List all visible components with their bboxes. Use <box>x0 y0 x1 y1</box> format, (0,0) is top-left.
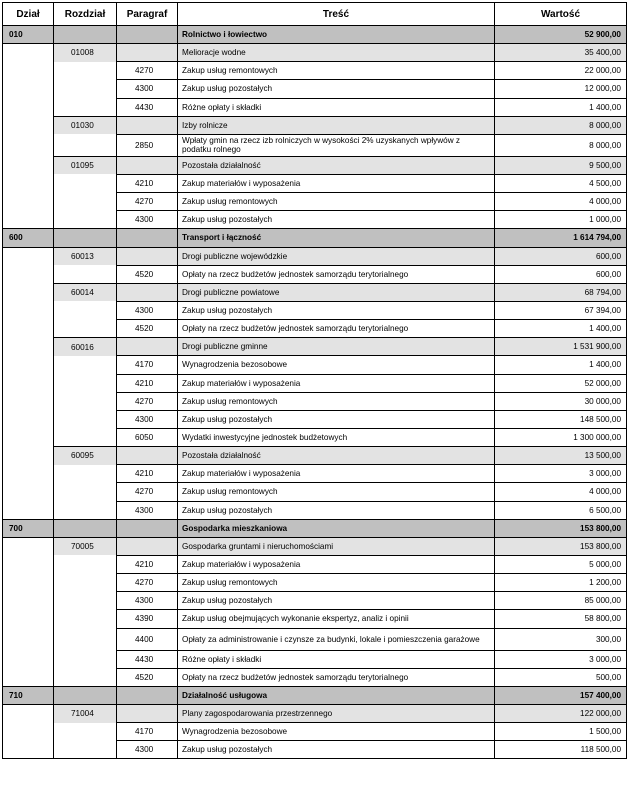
cell-tresc: Zakup usług remontowych <box>178 193 495 211</box>
header-rozdzial: Rozdział <box>54 3 117 26</box>
cell-dzial <box>3 374 54 392</box>
cell-wartosc: 13 500,00 <box>495 447 627 465</box>
cell-rozdzial: 01095 <box>54 156 117 174</box>
cell-dzial <box>3 537 54 555</box>
cell-paragraf: 4300 <box>117 592 178 610</box>
cell-wartosc: 22 000,00 <box>495 62 627 80</box>
cell-dzial <box>3 156 54 174</box>
cell-rozdzial <box>54 686 117 704</box>
cell-rozdzial <box>54 356 117 374</box>
paragraf-row <box>3 62 627 80</box>
paragraf-row <box>3 211 627 229</box>
cell-tresc: Zakup usług pozostałych <box>178 410 495 428</box>
cell-rozdzial <box>54 80 117 98</box>
cell-wartosc: 122 000,00 <box>495 704 627 722</box>
paragraf-row <box>3 265 627 283</box>
cell-dzial <box>3 650 54 668</box>
cell-wartosc: 35 400,00 <box>495 44 627 62</box>
cell-dzial <box>3 465 54 483</box>
cell-dzial <box>3 610 54 628</box>
rozdzial-row <box>3 447 627 465</box>
cell-tresc: Rolnictwo i łowiectwo <box>178 26 495 44</box>
cell-wartosc: 1 614 794,00 <box>495 229 627 247</box>
paragraf-row <box>3 410 627 428</box>
cell-wartosc: 68 794,00 <box>495 283 627 301</box>
cell-rozdzial <box>54 26 117 44</box>
cell-dzial <box>3 44 54 62</box>
cell-wartosc: 85 000,00 <box>495 592 627 610</box>
cell-dzial: 710 <box>3 686 54 704</box>
cell-paragraf: 4520 <box>117 320 178 338</box>
cell-rozdzial: 60016 <box>54 338 117 356</box>
cell-tresc: Zakup usług remontowych <box>178 574 495 592</box>
cell-wartosc: 9 500,00 <box>495 156 627 174</box>
cell-tresc: Zakup materiałów i wyposażenia <box>178 465 495 483</box>
paragraf-row <box>3 356 627 374</box>
paragraf-row <box>3 555 627 573</box>
cell-paragraf: 4170 <box>117 356 178 374</box>
table-body <box>3 26 627 759</box>
cell-wartosc: 4 000,00 <box>495 483 627 501</box>
paragraf-row <box>3 741 627 759</box>
cell-rozdzial <box>54 301 117 319</box>
cell-rozdzial <box>54 62 117 80</box>
cell-rozdzial <box>54 134 117 156</box>
cell-wartosc: 30 000,00 <box>495 392 627 410</box>
cell-tresc: Zakup usług pozostałych <box>178 741 495 759</box>
cell-dzial <box>3 320 54 338</box>
paragraf-row <box>3 320 627 338</box>
cell-paragraf: 4400 <box>117 628 178 650</box>
cell-wartosc: 148 500,00 <box>495 410 627 428</box>
cell-tresc: Zakup materiałów i wyposażenia <box>178 174 495 192</box>
cell-rozdzial <box>54 723 117 741</box>
cell-wartosc: 300,00 <box>495 628 627 650</box>
cell-tresc: Drogi publiczne powiatowe <box>178 283 495 301</box>
cell-tresc: Zakup materiałów i wyposażenia <box>178 555 495 573</box>
cell-paragraf: 4210 <box>117 555 178 573</box>
cell-paragraf <box>117 116 178 134</box>
cell-tresc: Gospodarka gruntami i nieruchomościami <box>178 537 495 555</box>
paragraf-row <box>3 650 627 668</box>
cell-dzial <box>3 501 54 519</box>
cell-paragraf: 4520 <box>117 668 178 686</box>
cell-wartosc: 1 400,00 <box>495 320 627 338</box>
cell-tresc: Zakup usług remontowych <box>178 62 495 80</box>
cell-paragraf <box>117 26 178 44</box>
cell-wartosc: 1 200,00 <box>495 574 627 592</box>
cell-wartosc: 1 000,00 <box>495 211 627 229</box>
cell-tresc: Różne opłaty i składki <box>178 650 495 668</box>
cell-tresc: Zakup usług remontowych <box>178 392 495 410</box>
rozdzial-row <box>3 283 627 301</box>
cell-paragraf: 6050 <box>117 428 178 446</box>
cell-tresc: Zakup usług pozostałych <box>178 592 495 610</box>
cell-wartosc: 118 500,00 <box>495 741 627 759</box>
rozdzial-row <box>3 156 627 174</box>
cell-paragraf: 4300 <box>117 410 178 428</box>
cell-paragraf: 4270 <box>117 193 178 211</box>
cell-dzial <box>3 592 54 610</box>
cell-tresc: Gospodarka mieszkaniowa <box>178 519 495 537</box>
cell-paragraf: 4270 <box>117 392 178 410</box>
paragraf-row <box>3 483 627 501</box>
cell-rozdzial <box>54 465 117 483</box>
cell-rozdzial <box>54 428 117 446</box>
cell-paragraf: 4300 <box>117 211 178 229</box>
cell-rozdzial: 60014 <box>54 283 117 301</box>
paragraf-row <box>3 610 627 628</box>
cell-dzial: 600 <box>3 229 54 247</box>
dzial-row <box>3 229 627 247</box>
cell-tresc: Zakup materiałów i wyposażenia <box>178 374 495 392</box>
cell-dzial <box>3 134 54 156</box>
cell-tresc: Melioracje wodne <box>178 44 495 62</box>
cell-paragraf: 2850 <box>117 134 178 156</box>
paragraf-row <box>3 428 627 446</box>
cell-rozdzial <box>54 410 117 428</box>
cell-rozdzial <box>54 628 117 650</box>
dzial-row <box>3 519 627 537</box>
cell-paragraf <box>117 519 178 537</box>
cell-tresc: Opłaty na rzecz budżetów jednostek samorządu terytorialnego <box>178 320 495 338</box>
cell-dzial <box>3 338 54 356</box>
cell-rozdzial <box>54 320 117 338</box>
cell-wartosc: 153 800,00 <box>495 537 627 555</box>
cell-wartosc: 5 000,00 <box>495 555 627 573</box>
cell-wartosc: 600,00 <box>495 247 627 265</box>
cell-paragraf: 4270 <box>117 483 178 501</box>
cell-dzial <box>3 668 54 686</box>
cell-dzial <box>3 62 54 80</box>
cell-tresc: Plany zagospodarowania przestrzennego <box>178 704 495 722</box>
cell-rozdzial <box>54 374 117 392</box>
cell-rozdzial <box>54 265 117 283</box>
cell-paragraf: 4300 <box>117 80 178 98</box>
cell-rozdzial <box>54 98 117 116</box>
paragraf-row <box>3 592 627 610</box>
paragraf-row <box>3 392 627 410</box>
cell-tresc: Wynagrodzenia bezosobowe <box>178 723 495 741</box>
cell-wartosc: 600,00 <box>495 265 627 283</box>
cell-rozdzial <box>54 555 117 573</box>
cell-tresc: Drogi publiczne wojewódzkie <box>178 247 495 265</box>
cell-wartosc: 67 394,00 <box>495 301 627 319</box>
cell-paragraf: 4390 <box>117 610 178 628</box>
cell-paragraf: 4210 <box>117 374 178 392</box>
cell-tresc: Zakup usług pozostałych <box>178 80 495 98</box>
cell-dzial <box>3 211 54 229</box>
cell-paragraf: 4300 <box>117 741 178 759</box>
cell-paragraf: 4270 <box>117 62 178 80</box>
cell-paragraf <box>117 447 178 465</box>
cell-rozdzial <box>54 501 117 519</box>
cell-wartosc: 3 000,00 <box>495 650 627 668</box>
cell-wartosc: 4 500,00 <box>495 174 627 192</box>
cell-paragraf: 4300 <box>117 301 178 319</box>
cell-rozdzial <box>54 668 117 686</box>
cell-wartosc: 500,00 <box>495 668 627 686</box>
cell-rozdzial <box>54 483 117 501</box>
cell-rozdzial: 01030 <box>54 116 117 134</box>
cell-rozdzial: 71004 <box>54 704 117 722</box>
cell-wartosc: 4 000,00 <box>495 193 627 211</box>
paragraf-row <box>3 134 627 156</box>
cell-tresc: Zakup usług pozostałych <box>178 501 495 519</box>
cell-wartosc: 58 800,00 <box>495 610 627 628</box>
cell-tresc: Działalność usługowa <box>178 686 495 704</box>
cell-rozdzial <box>54 650 117 668</box>
cell-dzial <box>3 574 54 592</box>
header-wartosc: Wartość <box>495 3 627 26</box>
cell-wartosc: 8 000,00 <box>495 116 627 134</box>
cell-paragraf <box>117 537 178 555</box>
paragraf-row <box>3 174 627 192</box>
cell-rozdzial <box>54 392 117 410</box>
rozdzial-row <box>3 247 627 265</box>
cell-wartosc: 157 400,00 <box>495 686 627 704</box>
cell-rozdzial: 60013 <box>54 247 117 265</box>
paragraf-row <box>3 465 627 483</box>
cell-dzial <box>3 392 54 410</box>
cell-dzial <box>3 628 54 650</box>
cell-paragraf: 4520 <box>117 265 178 283</box>
cell-rozdzial <box>54 741 117 759</box>
cell-wartosc: 1 531 900,00 <box>495 338 627 356</box>
cell-dzial: 700 <box>3 519 54 537</box>
cell-dzial <box>3 555 54 573</box>
cell-paragraf: 4300 <box>117 501 178 519</box>
paragraf-row <box>3 98 627 116</box>
cell-rozdzial <box>54 229 117 247</box>
cell-tresc: Pozostała działalność <box>178 447 495 465</box>
cell-tresc: Opłaty na rzecz budżetów jednostek samorządu terytorialnego <box>178 668 495 686</box>
cell-rozdzial <box>54 592 117 610</box>
cell-tresc: Zakup usług pozostałych <box>178 301 495 319</box>
paragraf-row <box>3 374 627 392</box>
cell-dzial <box>3 741 54 759</box>
cell-dzial <box>3 356 54 374</box>
cell-wartosc: 8 000,00 <box>495 134 627 156</box>
cell-paragraf <box>117 338 178 356</box>
cell-tresc: Pozostała działalność <box>178 156 495 174</box>
cell-tresc: Transport i łączność <box>178 229 495 247</box>
rozdzial-row <box>3 44 627 62</box>
cell-dzial <box>3 193 54 211</box>
cell-dzial <box>3 704 54 722</box>
paragraf-row <box>3 628 627 650</box>
cell-wartosc: 52 900,00 <box>495 26 627 44</box>
cell-rozdzial <box>54 174 117 192</box>
cell-tresc: Wynagrodzenia bezosobowe <box>178 356 495 374</box>
cell-paragraf <box>117 247 178 265</box>
cell-paragraf <box>117 44 178 62</box>
cell-dzial <box>3 428 54 446</box>
cell-rozdzial <box>54 519 117 537</box>
cell-wartosc: 1 500,00 <box>495 723 627 741</box>
cell-wartosc: 6 500,00 <box>495 501 627 519</box>
cell-tresc: Zakup usług remontowych <box>178 483 495 501</box>
cell-wartosc: 1 400,00 <box>495 98 627 116</box>
cell-wartosc: 1 400,00 <box>495 356 627 374</box>
cell-tresc: Opłaty za administrowanie i czynsze za budynki, lokale i pomieszczenia garażowe <box>178 628 495 650</box>
cell-paragraf: 4270 <box>117 574 178 592</box>
cell-rozdzial <box>54 193 117 211</box>
cell-paragraf <box>117 283 178 301</box>
cell-rozdzial: 60095 <box>54 447 117 465</box>
header-tresc: Treść <box>178 3 495 26</box>
cell-paragraf: 4170 <box>117 723 178 741</box>
rozdzial-row <box>3 116 627 134</box>
paragraf-row <box>3 501 627 519</box>
cell-rozdzial <box>54 211 117 229</box>
cell-wartosc: 12 000,00 <box>495 80 627 98</box>
cell-dzial <box>3 483 54 501</box>
cell-dzial <box>3 265 54 283</box>
paragraf-row <box>3 193 627 211</box>
cell-dzial <box>3 723 54 741</box>
budget-table <box>2 2 627 759</box>
cell-tresc: Izby rolnicze <box>178 116 495 134</box>
cell-paragraf: 4210 <box>117 174 178 192</box>
cell-dzial <box>3 301 54 319</box>
rozdzial-row <box>3 338 627 356</box>
cell-tresc: Drogi publiczne gminne <box>178 338 495 356</box>
cell-dzial <box>3 247 54 265</box>
paragraf-row <box>3 80 627 98</box>
cell-dzial <box>3 116 54 134</box>
cell-dzial <box>3 447 54 465</box>
cell-dzial: 010 <box>3 26 54 44</box>
rozdzial-row <box>3 537 627 555</box>
cell-paragraf <box>117 156 178 174</box>
cell-tresc: Zakup usług obejmujących wykonanie ekspertyz, analiz i opinii <box>178 610 495 628</box>
cell-rozdzial <box>54 574 117 592</box>
dzial-row <box>3 26 627 44</box>
paragraf-row <box>3 574 627 592</box>
cell-tresc: Różne opłaty i składki <box>178 98 495 116</box>
cell-tresc: Zakup usług pozostałych <box>178 211 495 229</box>
cell-wartosc: 3 000,00 <box>495 465 627 483</box>
paragraf-row <box>3 301 627 319</box>
cell-wartosc: 153 800,00 <box>495 519 627 537</box>
cell-dzial <box>3 174 54 192</box>
cell-paragraf <box>117 704 178 722</box>
cell-dzial <box>3 283 54 301</box>
paragraf-row <box>3 723 627 741</box>
cell-rozdzial: 01008 <box>54 44 117 62</box>
cell-tresc: Wpłaty gmin na rzecz izb rolniczych w wysokości 2% uzyskanych wpływów z podatku rolnego <box>178 134 495 156</box>
paragraf-row <box>3 668 627 686</box>
header-paragraf: Paragraf <box>117 3 178 26</box>
cell-dzial <box>3 80 54 98</box>
dzial-row <box>3 686 627 704</box>
cell-paragraf: 4210 <box>117 465 178 483</box>
cell-rozdzial: 70005 <box>54 537 117 555</box>
cell-dzial <box>3 410 54 428</box>
cell-paragraf: 4430 <box>117 98 178 116</box>
table-header <box>3 3 627 26</box>
cell-paragraf <box>117 229 178 247</box>
cell-paragraf <box>117 686 178 704</box>
cell-dzial <box>3 98 54 116</box>
cell-wartosc: 1 300 000,00 <box>495 428 627 446</box>
cell-rozdzial <box>54 610 117 628</box>
rozdzial-row <box>3 704 627 722</box>
header-row <box>3 3 627 26</box>
cell-paragraf: 4430 <box>117 650 178 668</box>
cell-tresc: Wydatki inwestycyjne jednostek budżetowych <box>178 428 495 446</box>
cell-tresc: Opłaty na rzecz budżetów jednostek samorządu terytorialnego <box>178 265 495 283</box>
cell-wartosc: 52 000,00 <box>495 374 627 392</box>
header-dzial: Dział <box>3 3 54 26</box>
